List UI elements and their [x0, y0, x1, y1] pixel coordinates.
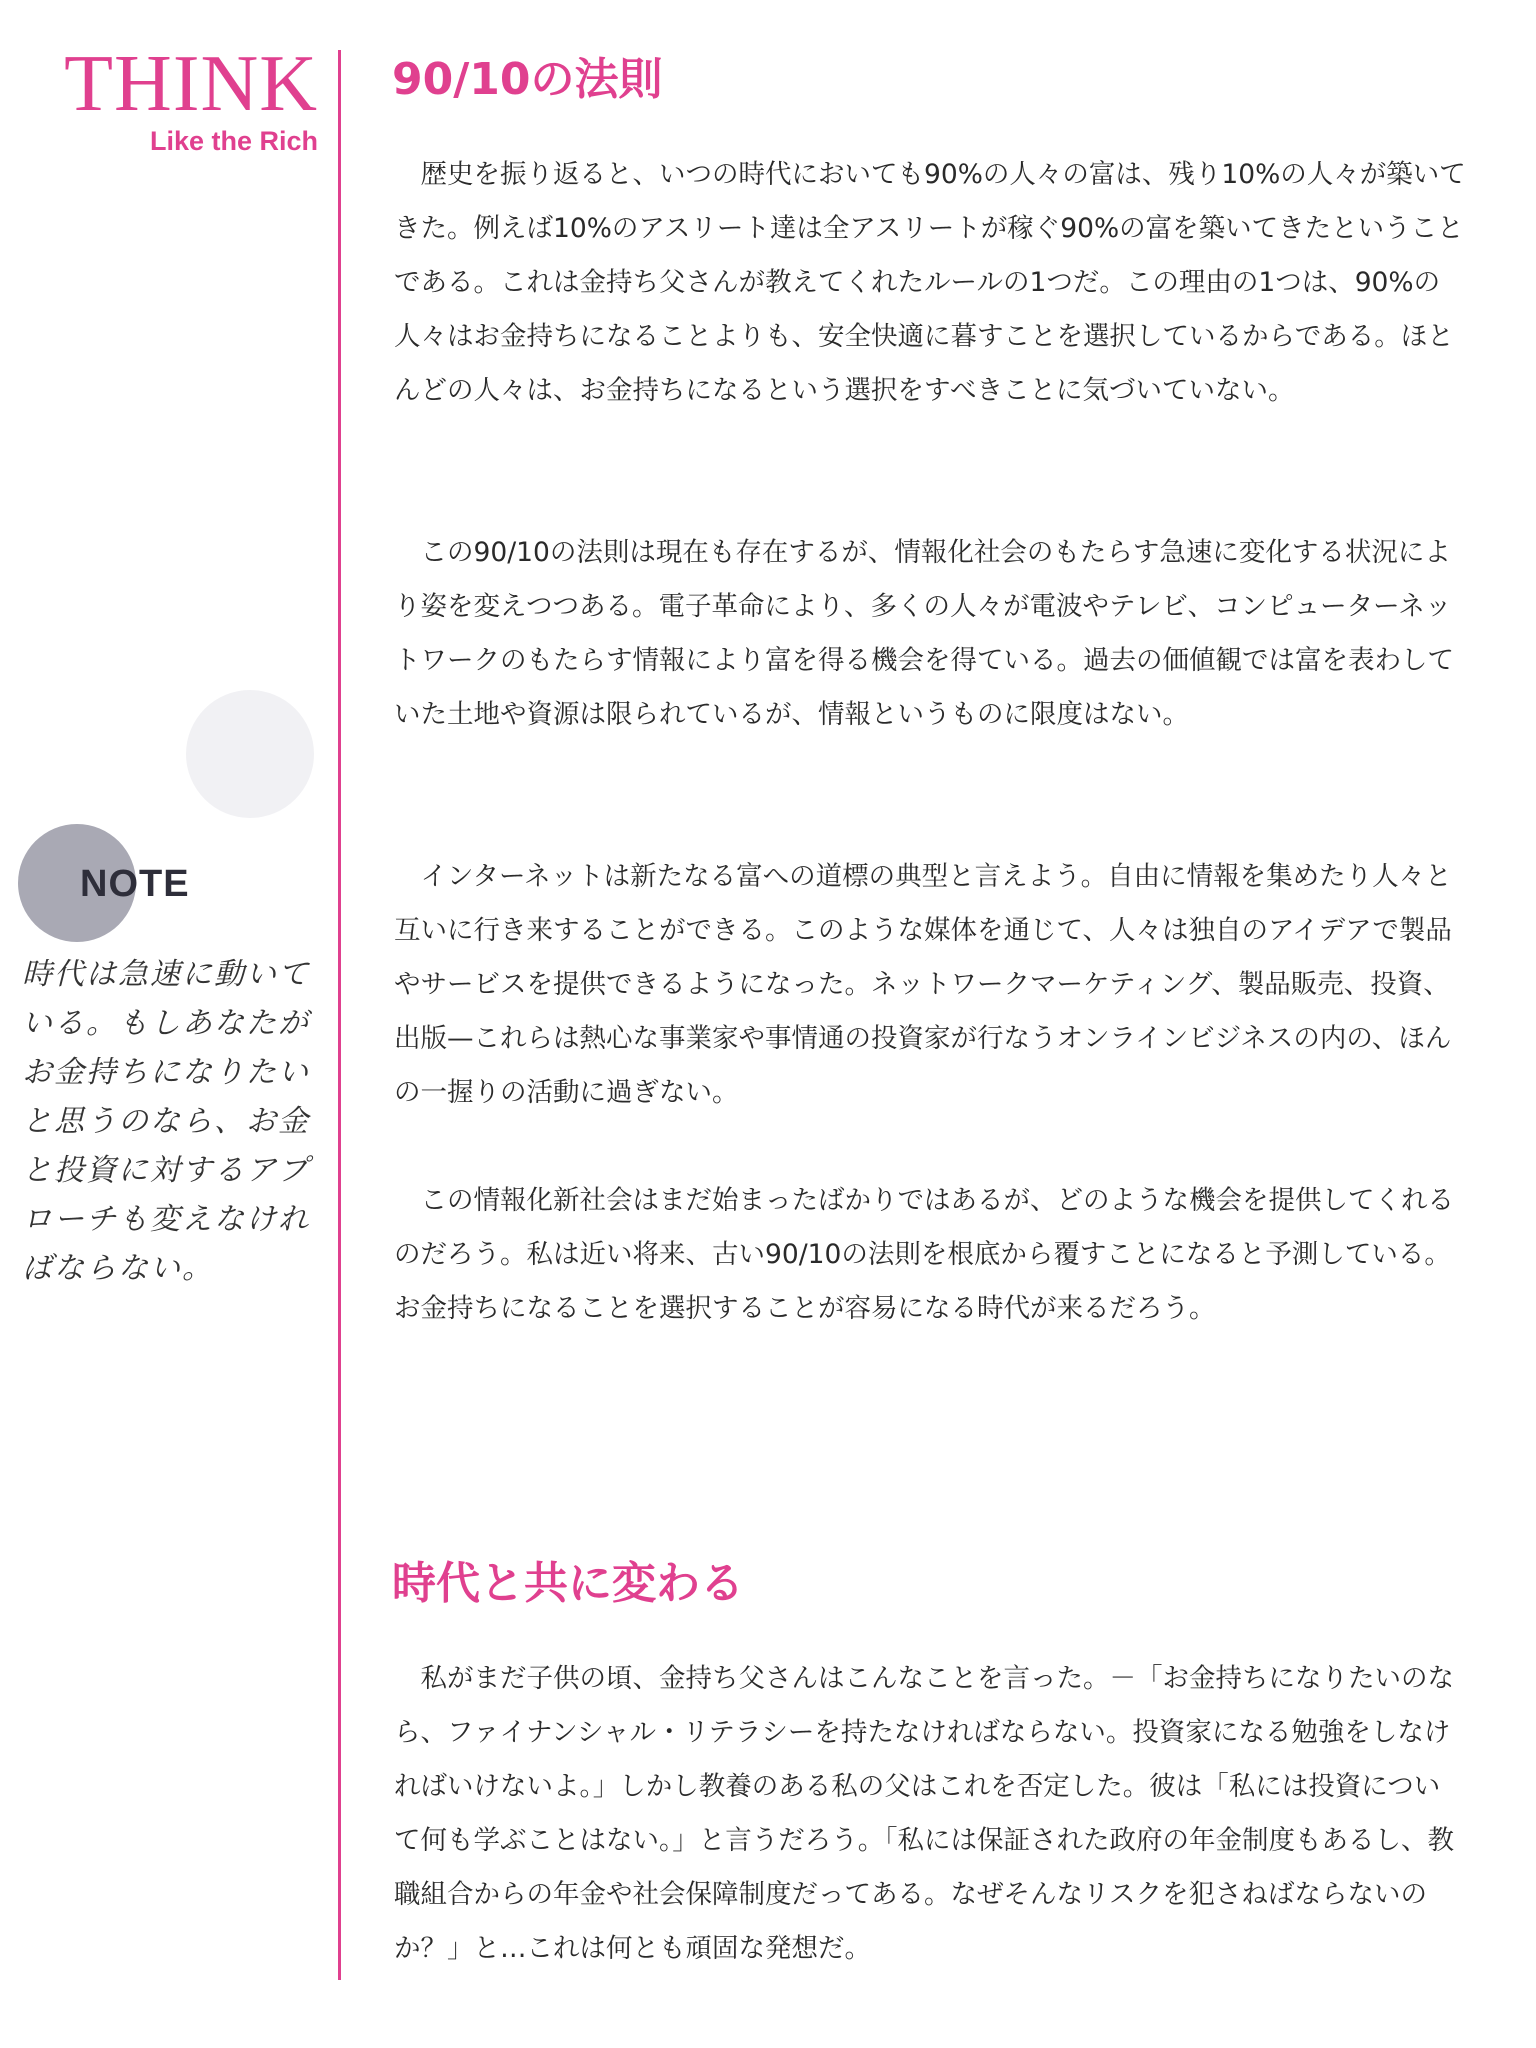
note-label: NOTE	[80, 863, 190, 905]
brand-subtitle: Like the Rich	[149, 126, 318, 156]
paragraph-3: インターネットは新たなる富への道標の典型と言えよう。自由に情報を集めたり人々と互いに行き来することができる。このような媒体を通じて、人々は独自のアイデアで製品やサービスを提供できるようになった。ネットワークマーケティング、製品販売、投資、出版—これらは熱心な事業家や事情通の投資家が行なうオンラインビジネスの内の、ほんの一握りの活動に過ぎない。	[394, 861, 1452, 1108]
brand-block	[0, 40, 318, 156]
paragraph-2: この90/10の法則は現在も存在するが、情報化社会のもたらす急速に変化する状況により姿を変えつつある。電子革命により、多くの人々が電波やテレビ、コンピューターネットワークのもたらす情報により富を得る機会を得ている。過去の価値観では富を表わしていた土地や資源は限られているが、情報というものに限度はない。	[394, 537, 1454, 730]
paragraph-4: この情報化新社会はまだ始まったばかりではあるが、どのような機会を提供してくれるのだろう。私は近い将来、古い90/10の法則を根底から覆すことになると予測している。お金持ちになることを選択することが容易になる時代が来るだろう。	[394, 1185, 1454, 1324]
paragraph-1: 歴史を振り返ると、いつの時代においても90%の人々の富は、残り10%の人々が築いてきた。例えば10%のアスリート達は全アスリートが稼ぐ90%の富を築いてきたということである。これは金持ち父さんが教えてくれたルールの1つだ。この理由の1つは、90%の人々はお金持ちになることよりも、安全快適に暮すことを選択しているからである。ほとんどの人々は、お金持ちになるという選択をすべきことに気づいていない。	[394, 159, 1466, 406]
faint-circle-decoration	[186, 690, 314, 818]
vertical-divider	[338, 50, 341, 1980]
brand-title: THINK	[64, 40, 318, 128]
paragraph-5: 私がまだ子供の頃、金持ち父さんはこんなことを言った。－「お金持ちになりたいのなら、ファイナンシャル・リテラシーを持たなければならない。投資家になる勉強をしなければいけないよ。」しかし教養のある私の父はこれを否定した。彼は「私には投資について何も学ぶことはない。」と言うだろう。「私には保証された政府の年金制度もあるし、教職組合からの年金や社会保障制度だってある。なぜそんなリスクを犯さねばならないのか？」と…これは何とも頑固な発想だ。	[394, 1663, 1454, 1964]
section-heading-90-10: 90/10の法則	[392, 54, 663, 105]
note-text: 時代は急速に動いている。もしあなたがお金持ちになりたいと思うのなら、お金と投資に対するアプローチも変えなければならない。	[22, 957, 310, 1286]
section-heading-changing-times: 時代と共に変わる	[392, 1558, 744, 1609]
